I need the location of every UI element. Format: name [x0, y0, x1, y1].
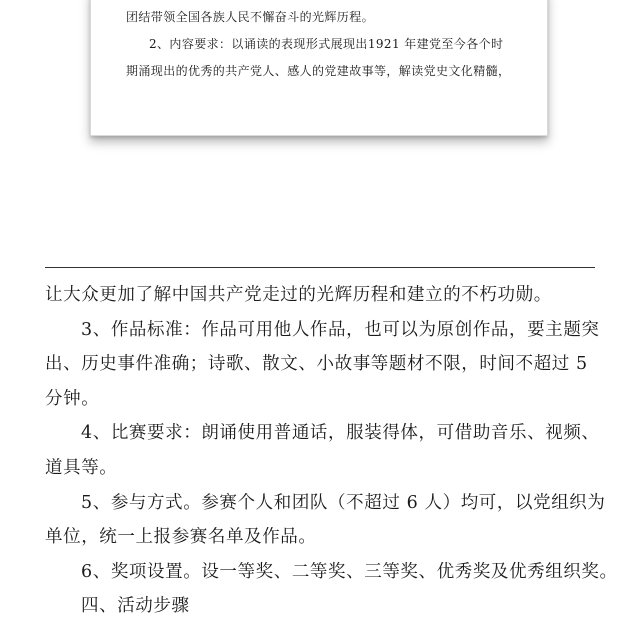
- paragraph-line: 单位，统一上报参赛名单及作品。: [45, 527, 317, 548]
- paragraph-line: 5、参与方式。参赛个人和团队（不超过 6 人）均可，以党组织为: [81, 492, 606, 513]
- paragraph-line: 4、比赛要求：朗诵使用普通话，服装得体，可借助音乐、视频、: [81, 423, 600, 444]
- preview-line: 2、内容要求：以诵读的表现形式展现出1921 年建党至今各个时: [149, 37, 504, 51]
- section-heading: 四、活动步骤: [81, 596, 190, 617]
- paragraph-line: 6、奖项设置。设一等奖、二等奖、三等奖、优秀奖及优秀组织奖。: [81, 561, 618, 582]
- preview-line: 团结带领全国各族人民不懈奋斗的光辉历程。: [126, 10, 375, 24]
- document-preview-card: [90, 0, 548, 136]
- paragraph-line: 道具等。: [45, 457, 118, 478]
- paragraph-line: 3、作品标准：作品可用他人作品，也可以为原创作品，要主题突: [81, 319, 600, 340]
- section-divider: [45, 267, 595, 268]
- document-body: [45, 278, 618, 624]
- preview-line: 期涌现出的优秀的共产党人、感人的党建故事等，解读党史文化精髓，: [126, 64, 511, 78]
- paragraph-line: 分钟。: [45, 388, 100, 409]
- paragraph-line: 让大众更加了解中国共产党走过的光辉历程和建立的不朽功勋。: [45, 285, 552, 305]
- paragraph-line: 出、历史事件准确；诗歌、散文、小故事等题材不限，时间不超过 5: [45, 354, 588, 375]
